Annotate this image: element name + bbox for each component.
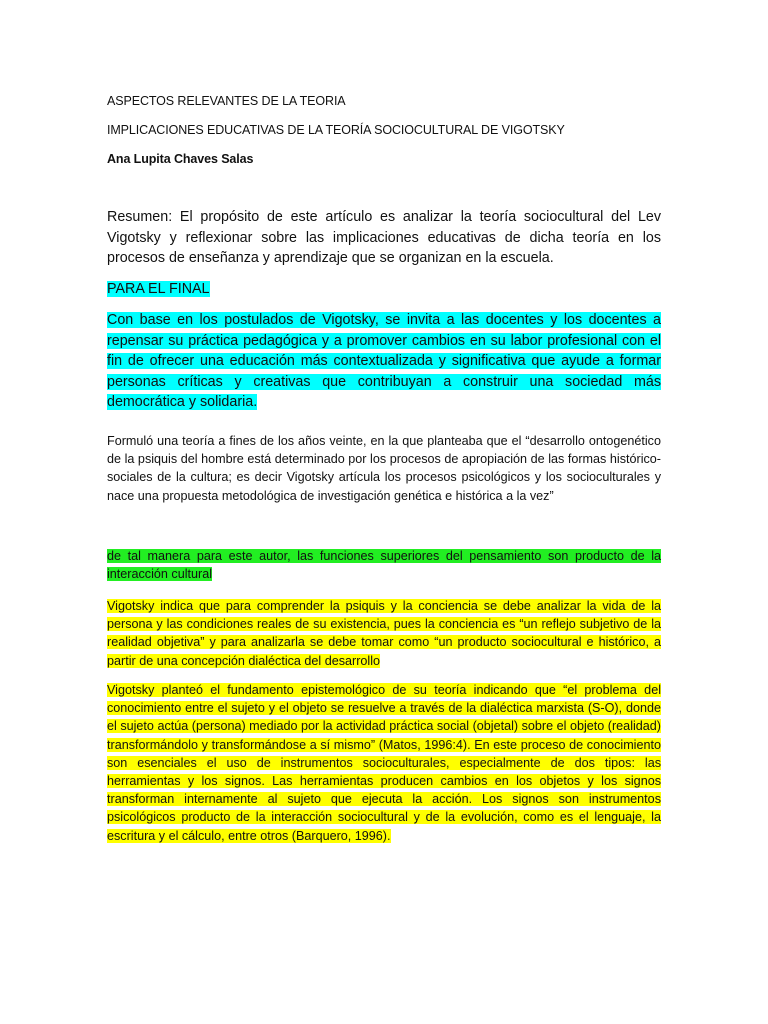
heading-implicaciones-text: IMPLICACIONES EDUCATIVAS DE LA TEORÍA SOCIOCULTURAL DE VIGOTSKY bbox=[107, 123, 565, 137]
functions-paragraph-text: de tal manera para este autor, las funciones superiores del pensamiento son producto de la interacción cultural bbox=[107, 549, 661, 582]
final-label-text: PARA EL FINAL bbox=[107, 281, 210, 297]
theory-paragraph bbox=[107, 432, 661, 505]
epistemology-paragraph-text: Vigotsky planteó el fundamento epistemológico de su teoría indicando que “el problema del conocimiento entre el sujeto y el objeto se resuelve a través de la dialéctica marxista (S-O), donde el sujeto actúa (persona) mediado por la actividad práctica social (objetal) sobre el objeto (realidad) transformándolo y transformándose a sí mismo” (Matos, 1996:4). En este proceso de conocimiento son esenciales el uso de instrumentos socioculturales, especialmente de dos tipos: las herramientas y los signos. Las herramientas producen cambios en los objetos y los signos transforman internamente al sujeto que ejecuta la acción. Los signos son instrumentos psicológicos producto de la interacción sociocultural y de la evolución, como es el lenguaje, la escritura y el cálculo, entre otros (Barquero, 1996). bbox=[107, 683, 661, 843]
heading-aspectos-text: ASPECTOS RELEVANTES DE LA TEORIA bbox=[107, 94, 346, 108]
heading-implicaciones bbox=[107, 122, 661, 138]
psyche-paragraph bbox=[107, 597, 661, 670]
abstract-text: Resumen: El propósito de este artículo es analizar la teoría sociocultural del Lev Vigotsky y reflexionar sobre las implicaciones educativas de dicha teoría en los procesos de enseñanza y aprendizaje que se organizan en la escuela. bbox=[107, 209, 661, 266]
theory-paragraph-text: Formuló una teoría a fines de los años veinte, en la que planteaba que el “desarrollo ontogenético de la psiquis del hombre está determinado por los procesos de apropiación de las formas histórico-sociales de la cultura; es decir Vigotsky artícula los procesos psicológicos y los socioculturales y nace una propuesta metodológica de investigación genética e histórica a la vez” bbox=[107, 434, 661, 503]
epistemology-paragraph bbox=[107, 681, 661, 845]
abstract-paragraph bbox=[107, 207, 661, 269]
author-name bbox=[107, 151, 661, 167]
author-name-text: Ana Lupita Chaves Salas bbox=[107, 152, 254, 166]
final-paragraph bbox=[107, 310, 661, 413]
functions-paragraph bbox=[107, 547, 661, 583]
final-paragraph-text: Con base en los postulados de Vigotsky, se invita a las docentes y los docentes a repensar su práctica pedagógica y a promover cambios en su labor profesional con el fin de ofrecer una educación más contextualizada y significativa que ayude a formar personas críticas y creativas que contribuyan a construir una sociedad más democrática y solidaria. bbox=[107, 312, 661, 410]
heading-aspectos bbox=[107, 93, 661, 109]
final-label bbox=[107, 279, 661, 300]
psyche-paragraph-text: Vigotsky indica que para comprender la psiquis y la conciencia se debe analizar la vida de la persona y las condiciones reales de su existencia, pues la conciencia es “un reflejo subjetivo de la realidad objetiva” y para analizarla se debe tomar como “un producto sociocultural e histórico, a partir de una concepción dialéctica del desarrollo bbox=[107, 599, 661, 668]
